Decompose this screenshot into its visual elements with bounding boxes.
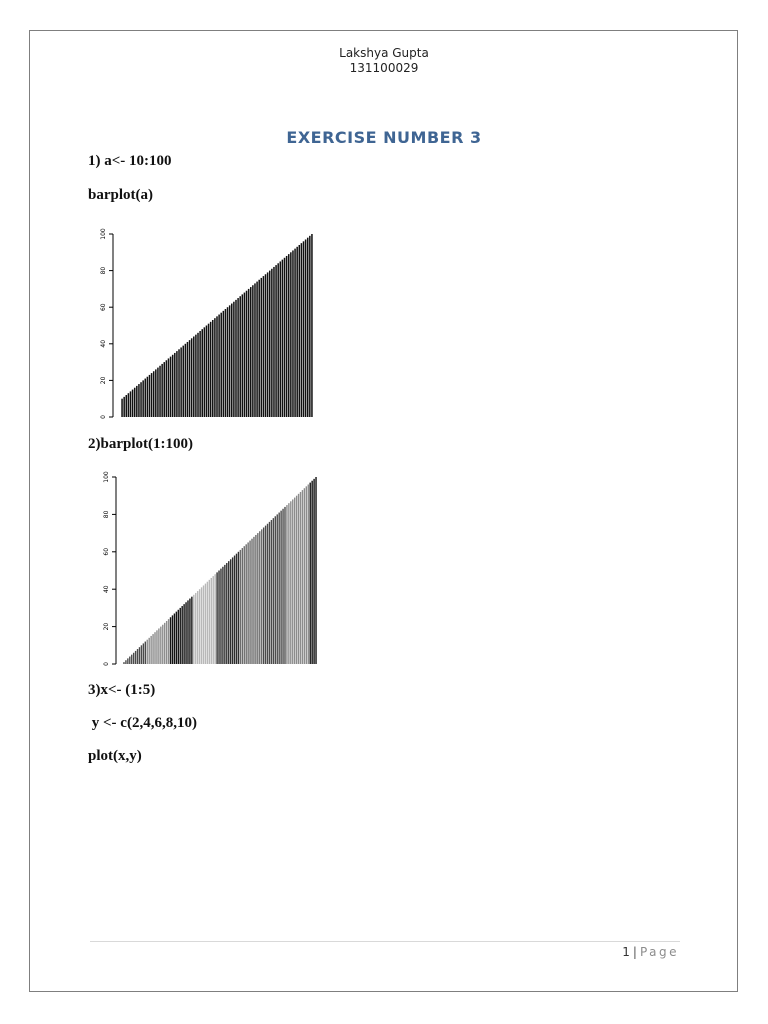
bar — [189, 340, 191, 417]
bar — [157, 368, 159, 417]
bar — [189, 599, 190, 664]
bar — [164, 623, 165, 664]
bar — [290, 501, 291, 664]
bar — [292, 250, 294, 417]
header-student-id: 131100029 — [349, 61, 419, 75]
bar — [136, 386, 138, 417]
bar — [176, 612, 177, 664]
bar — [218, 315, 220, 417]
page-title: EXERCISE NUMBER 3 — [286, 128, 482, 147]
y-tick-label: 0 — [103, 662, 110, 666]
bar — [160, 627, 161, 664]
bar — [255, 535, 256, 664]
bar — [294, 249, 296, 417]
bar — [280, 511, 281, 664]
bar — [154, 632, 155, 664]
bar — [178, 610, 179, 664]
bar — [176, 351, 178, 417]
bar — [280, 261, 282, 417]
y-tick-label: 0 — [100, 415, 107, 419]
bar — [183, 604, 184, 664]
bar — [237, 298, 239, 417]
bar — [158, 628, 159, 664]
code-line-a-assign: 1) a<- 10:100 — [88, 153, 172, 169]
bar — [155, 369, 157, 417]
bar — [181, 606, 182, 664]
bar — [250, 287, 252, 417]
bar — [201, 329, 203, 417]
bar — [121, 399, 123, 417]
bar — [139, 647, 140, 664]
bar — [193, 595, 194, 664]
bar — [185, 602, 186, 664]
bar — [138, 384, 140, 417]
bar — [145, 642, 146, 664]
bar — [309, 236, 311, 417]
bar — [298, 494, 299, 664]
bar — [263, 527, 264, 664]
bar — [286, 505, 287, 664]
bar — [207, 582, 208, 664]
bar — [185, 344, 187, 417]
bar — [290, 252, 292, 417]
bar — [142, 380, 144, 417]
bar — [123, 397, 125, 417]
bar — [271, 520, 272, 664]
code-line-barplot-a: barplot(a) — [88, 187, 153, 203]
code-line-barplot-1-100: 2)barplot(1:100) — [88, 436, 193, 452]
bar — [244, 546, 245, 664]
bar — [304, 488, 305, 664]
y-tick-label: 100 — [103, 471, 110, 483]
bar — [180, 608, 181, 664]
bar — [313, 479, 314, 664]
bar — [172, 615, 173, 664]
bar — [148, 638, 149, 664]
bar — [261, 278, 263, 417]
bar — [162, 625, 163, 664]
bar — [226, 563, 227, 664]
bar — [273, 267, 275, 417]
y-tick-label: 60 — [103, 547, 110, 556]
bar — [127, 658, 128, 664]
bar — [248, 289, 250, 417]
bar — [224, 565, 225, 664]
bar — [168, 358, 170, 417]
barplot-a-chart — [88, 224, 320, 422]
bar — [254, 283, 256, 417]
bar — [170, 617, 171, 664]
barplot-1-100-chart — [88, 468, 323, 668]
bar — [152, 634, 153, 664]
bar — [275, 516, 276, 664]
bar — [228, 561, 229, 664]
bar — [275, 265, 277, 417]
bar — [263, 276, 265, 417]
bar — [149, 375, 151, 417]
bar — [131, 655, 132, 664]
bar — [242, 548, 243, 664]
bar — [201, 587, 202, 664]
bar — [245, 544, 246, 664]
bar — [284, 258, 286, 417]
bar — [288, 503, 289, 664]
bar — [187, 600, 188, 664]
y-tick-label: 60 — [100, 303, 107, 312]
bar — [220, 569, 221, 664]
page-footer — [622, 945, 679, 959]
bar — [258, 280, 260, 417]
bar — [125, 660, 126, 664]
bar — [271, 269, 273, 417]
bar — [265, 274, 267, 417]
bar — [232, 557, 233, 664]
bar — [151, 373, 153, 417]
bar — [294, 498, 295, 664]
bar — [191, 338, 193, 417]
bar — [296, 247, 298, 417]
bar — [307, 238, 309, 417]
bar — [282, 509, 283, 664]
bar — [193, 336, 195, 417]
bar — [269, 271, 271, 417]
bar — [199, 331, 201, 417]
bar — [159, 366, 161, 417]
bar — [299, 245, 301, 417]
bar — [178, 349, 180, 417]
bar — [253, 537, 254, 664]
bar — [137, 649, 138, 664]
bar — [236, 554, 237, 664]
y-tick-label: 40 — [100, 339, 107, 348]
bar — [230, 559, 231, 664]
bar — [296, 496, 297, 664]
bar — [306, 486, 307, 664]
bar — [140, 382, 142, 417]
bar — [246, 291, 248, 417]
bar — [277, 263, 279, 417]
bar — [239, 296, 241, 417]
bar — [308, 484, 309, 664]
bar — [252, 285, 254, 417]
bar — [267, 524, 268, 664]
bar — [282, 260, 284, 417]
bar — [210, 322, 212, 417]
bar — [135, 651, 136, 664]
bar — [153, 371, 155, 417]
bar — [305, 239, 307, 417]
bar — [147, 640, 148, 664]
bar — [240, 550, 241, 664]
bar — [132, 390, 134, 417]
bar — [227, 307, 229, 417]
bar — [231, 304, 233, 417]
bar — [195, 593, 196, 664]
bar — [170, 357, 172, 417]
bar — [222, 567, 223, 664]
bar — [147, 377, 149, 417]
bar — [216, 316, 218, 417]
bar — [213, 576, 214, 664]
bar — [166, 360, 168, 417]
bar — [300, 492, 301, 664]
bar — [133, 653, 134, 664]
bar — [233, 302, 235, 417]
page-number: 1 — [622, 945, 630, 959]
y-tick-label: 80 — [100, 266, 107, 275]
bar — [211, 578, 212, 664]
y-tick-label: 20 — [103, 622, 110, 631]
bar — [235, 300, 237, 417]
bar — [311, 481, 312, 664]
bar — [220, 313, 222, 417]
bar — [126, 395, 128, 417]
bar — [302, 490, 303, 664]
bar — [150, 636, 151, 664]
bar — [203, 585, 204, 664]
footer-divider — [90, 941, 680, 942]
bar — [218, 571, 219, 665]
bar — [156, 630, 157, 664]
bar — [130, 391, 132, 417]
bar — [249, 541, 250, 664]
bar — [225, 309, 227, 417]
bar — [191, 597, 192, 664]
bar — [259, 531, 260, 664]
bar — [214, 318, 216, 417]
bar — [197, 333, 199, 417]
bar — [199, 589, 200, 664]
bar — [182, 346, 184, 417]
bar — [208, 324, 210, 417]
bar — [251, 539, 252, 664]
bar — [212, 320, 214, 417]
bar — [310, 483, 311, 664]
bar — [301, 243, 303, 417]
bar — [214, 574, 215, 664]
bar — [257, 533, 258, 664]
bar — [128, 393, 130, 417]
bar — [234, 556, 235, 664]
bar — [278, 513, 279, 664]
bar — [223, 311, 225, 417]
bar — [244, 293, 246, 417]
code-line-y-assign: y <- c(2,4,6,8,10) — [88, 715, 197, 731]
bar — [261, 529, 262, 664]
bar — [238, 552, 239, 664]
bar — [311, 234, 313, 417]
bar — [315, 477, 316, 664]
bar — [256, 282, 258, 417]
bar — [206, 326, 208, 418]
bar — [166, 621, 167, 664]
bar — [174, 614, 175, 664]
bar — [145, 379, 147, 417]
y-tick-label: 80 — [103, 510, 110, 519]
bar — [168, 619, 169, 664]
bar — [288, 254, 290, 417]
bar — [197, 591, 198, 664]
bar — [161, 364, 163, 417]
bar — [265, 526, 266, 664]
bar — [247, 542, 248, 664]
bar — [187, 342, 189, 417]
bar — [292, 499, 293, 664]
bar — [242, 294, 244, 417]
bar — [267, 272, 269, 417]
page-label: Page — [639, 945, 679, 959]
bar — [205, 584, 206, 664]
bar — [172, 355, 174, 417]
header-author-name: Lakshya Gupta — [339, 46, 429, 60]
bar — [174, 353, 176, 417]
y-tick-label: 100 — [100, 228, 107, 240]
y-tick-label: 20 — [100, 376, 107, 385]
bar — [163, 362, 165, 417]
bar — [273, 518, 274, 664]
bar — [286, 256, 288, 417]
bar — [269, 522, 270, 664]
bar — [216, 572, 217, 664]
y-tick-label: 40 — [103, 585, 110, 594]
bar — [143, 643, 144, 664]
footer-separator: | — [632, 945, 637, 959]
bar — [129, 657, 130, 664]
bar — [303, 241, 305, 417]
bar — [180, 347, 182, 417]
bar — [134, 388, 136, 417]
bar — [277, 514, 278, 664]
bar — [209, 580, 210, 664]
bar — [229, 305, 231, 417]
bar — [141, 645, 142, 664]
code-line-plot-xy: plot(x,y) — [88, 748, 142, 764]
bar — [204, 327, 206, 417]
bar — [284, 507, 285, 664]
bar — [195, 335, 197, 417]
bar — [123, 662, 124, 664]
code-line-x-assign: 3)x<- (1:5) — [88, 682, 156, 698]
